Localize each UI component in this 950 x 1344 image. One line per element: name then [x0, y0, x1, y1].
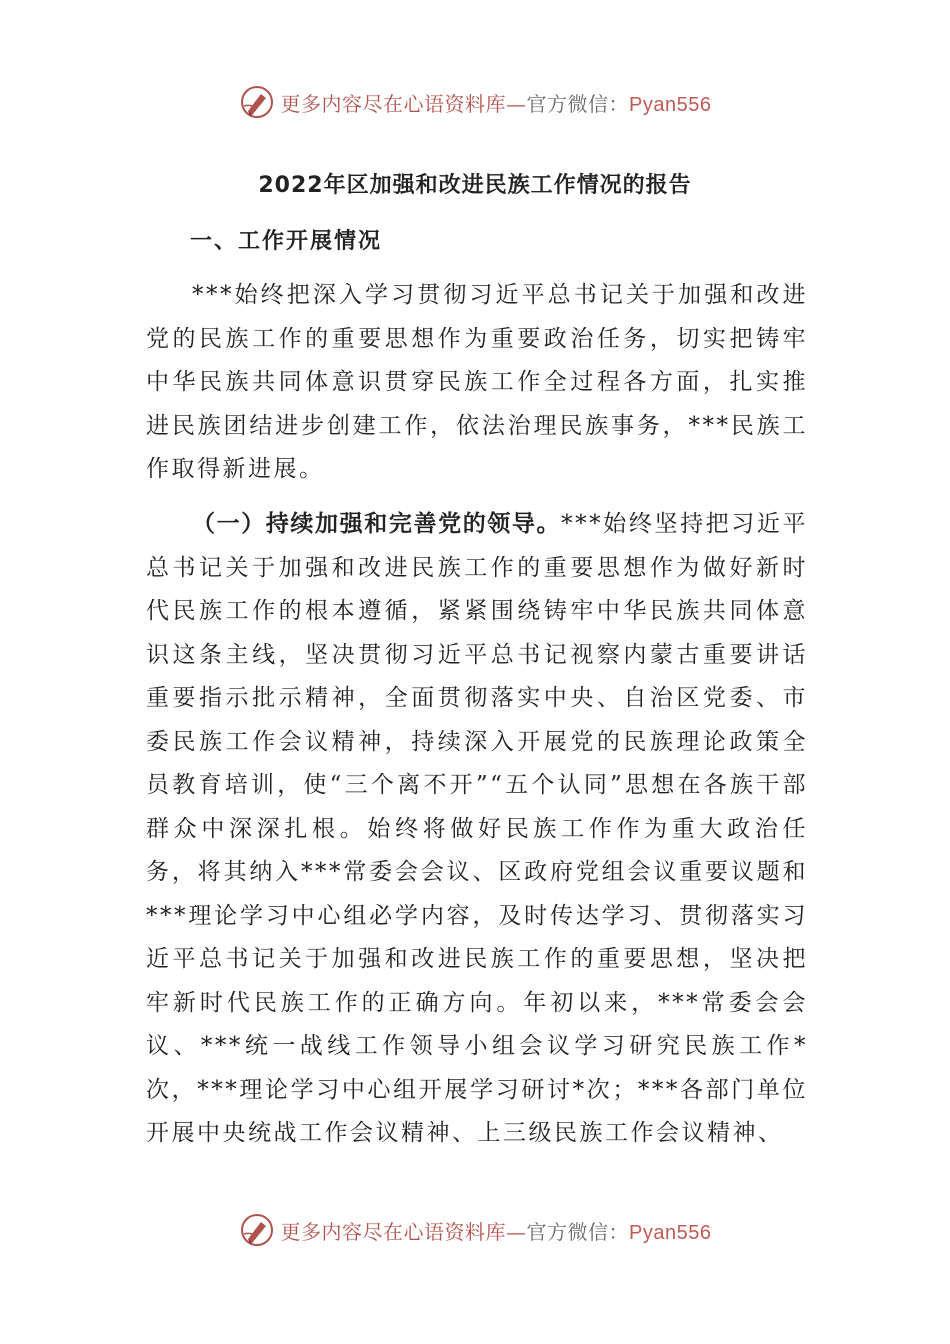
footer-banner-text — [281, 1216, 712, 1245]
subsection-body: ***始终坚持把习近平总书记关于加强和改进民族工作的重要思想作为做好新时代民族工作的根本遵循，紧紧围绕铸牢中华民族共同体意识这条主线，坚决贯彻习近平总书记视察内蒙古重要讲话重要指示批示精神，全面贯彻落实中央、自治区党委、市委民族工作会议精神，持续深入开展党的民族理论政策全员教育培训，使“三个离不开”“五个认同”思想在各族干部群众中深深扎根。始终将做好民族工作作为重大政治任务，将其纳入***常委会会议、区政府党组会议重要议题和***理论学习中心组必学内容，及时传达学习、贯彻落实习近平总书记关于加强和改进民族工作的重要思想，坚决把牢新时代民族工作的正确方向。年初以来，***常委会会议、***统一战线工作领导小组会议学习研究民族工作*次，***理论学习中心组开展学习研讨*次；***各部门单位开展中央统战工作会议精神、上三级民族工作会议精神、 — [146, 511, 809, 1146]
header-banner-account: Pyan556 — [629, 93, 712, 116]
header-banner-wechat-label: 官方微信： — [526, 91, 630, 116]
footer-banner — [0, 1210, 950, 1250]
document-title: 2022年区加强和改进民族工作情况的报告 — [258, 173, 692, 198]
subsection-paragraph — [146, 503, 808, 1156]
header-banner-slogan: 更多内容尽在心语资料库 — [280, 91, 507, 116]
section-heading: 一、工作开展情况 — [190, 229, 383, 254]
intro-paragraph: ***始终把深入学习贯彻习近平总书记关于加强和改进党的民族工作的重要思想作为重要政治任务，切实把铸牢中华民族共同体意识贯穿民族工作全过程各方面，扎实推进民族团结进步创建工作，依法治理民族事务，***民族工作取得新进展。 — [146, 282, 808, 482]
pen-logo-icon — [239, 84, 275, 120]
footer-banner-wechat-label: 官方微信： — [526, 1219, 630, 1244]
footer-banner-account: Pyan556 — [629, 1221, 712, 1244]
header-banner-separator: — — [506, 91, 527, 116]
header-banner — [0, 82, 950, 122]
pen-logo-icon — [239, 1212, 275, 1248]
footer-banner-slogan: 更多内容尽在心语资料库 — [280, 1219, 507, 1244]
subsection-lead: （一）持续加强和完善党的领导。 — [192, 511, 562, 537]
footer-banner-separator: — — [506, 1219, 527, 1244]
header-banner-text — [281, 88, 712, 117]
